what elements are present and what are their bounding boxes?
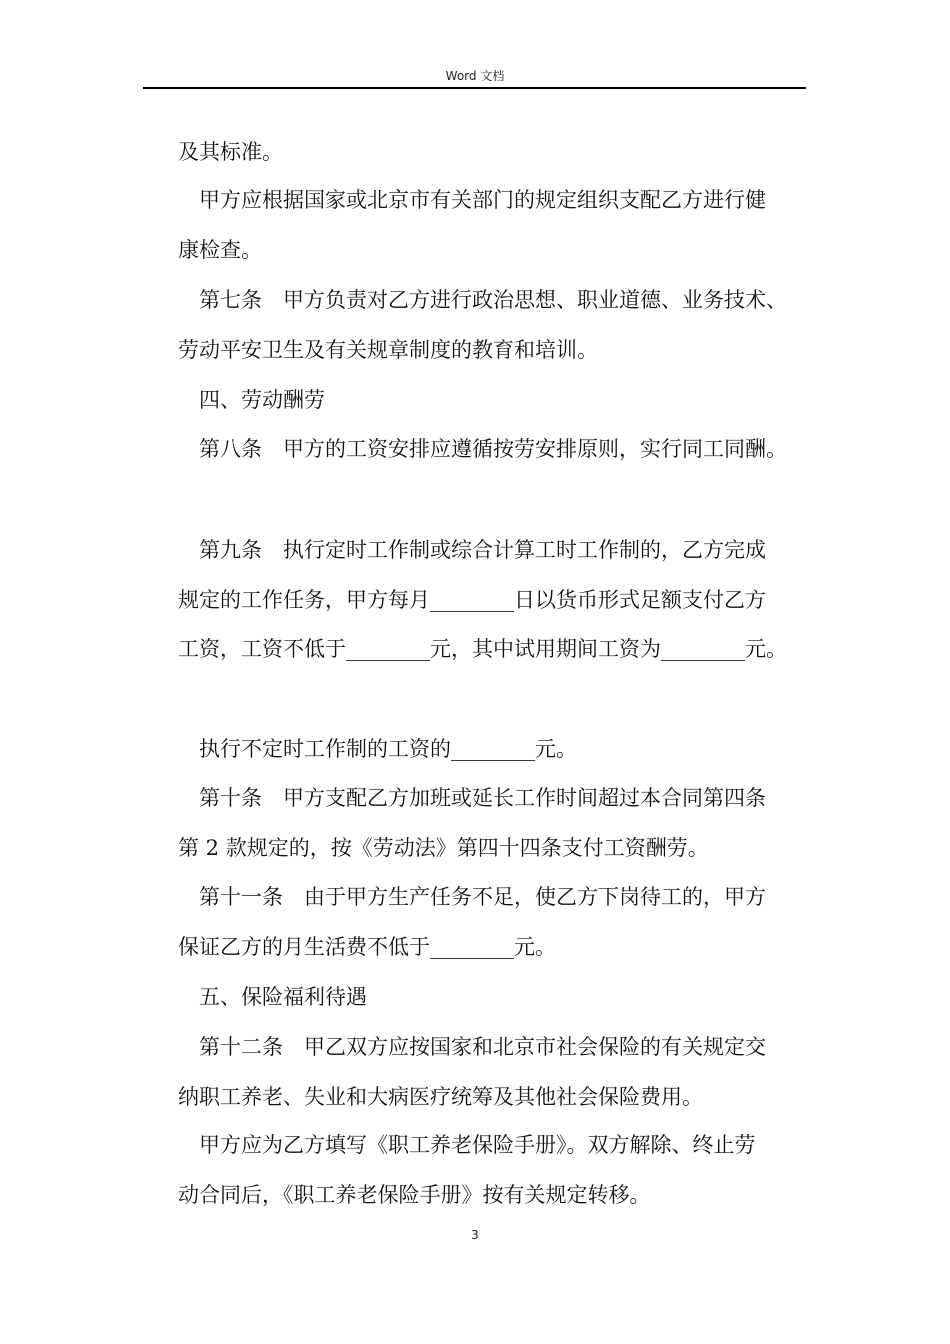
- text-line: 纳职工养老、失业和大病医疗统筹及其他社会保险费用。: [178, 1085, 703, 1109]
- text-line: 动合同后，《职工养老保险手册》按有关规定转移。: [178, 1183, 651, 1207]
- header-divider: [143, 87, 806, 89]
- text-line: 执行不定时工作制的工资的________元。: [199, 737, 577, 761]
- text-line: 工资，工资不低于________元，其中试用期间工资为________元。: [178, 637, 787, 661]
- text-line: 及其标准。: [178, 140, 283, 164]
- section-heading: 五、保险福利待遇: [199, 985, 367, 1009]
- header-title: Word 文档: [445, 69, 505, 83]
- text-line: 劳动平安卫生及有关规章制度的教育和培训。: [178, 338, 598, 362]
- text-line: 第十一条 由于甲方生产任务不足，使乙方下岗待工的，甲方: [199, 885, 766, 909]
- section-heading: 四、劳动酬劳: [199, 388, 325, 412]
- text-line: 第十条 甲方支配乙方加班或延长工作时间超过本合同第四条: [199, 786, 766, 810]
- text-line: 第七条 甲方负责对乙方进行政治思想、职业道德、业务技术、: [199, 288, 787, 312]
- text-line: 第十二条 甲乙双方应按国家和北京市社会保险的有关规定交: [199, 1035, 766, 1059]
- text-line: 第八条 甲方的工资安排应遵循按劳安排原则，实行同工同酬。: [199, 437, 787, 461]
- text-line: 规定的工作任务，甲方每月________日以货币形式足额支付乙方: [178, 588, 766, 612]
- text-line: 康检查。: [178, 238, 262, 262]
- text-line: 甲方应根据国家或北京市有关部门的规定组织支配乙方进行健: [199, 188, 766, 212]
- text-line: 第九条 执行定时工作制或综合计算工时工作制的，乙方完成: [199, 538, 766, 562]
- text-line: 第 2 款规定的，按《劳动法》第四十四条支付工资酬劳。: [178, 836, 709, 860]
- text-line: 甲方应为乙方填写《职工养老保险手册》。双方解除、终止劳: [199, 1133, 756, 1157]
- page-number: 3: [471, 1228, 479, 1242]
- text-line: 保证乙方的月生活费不低于________元。: [178, 935, 556, 959]
